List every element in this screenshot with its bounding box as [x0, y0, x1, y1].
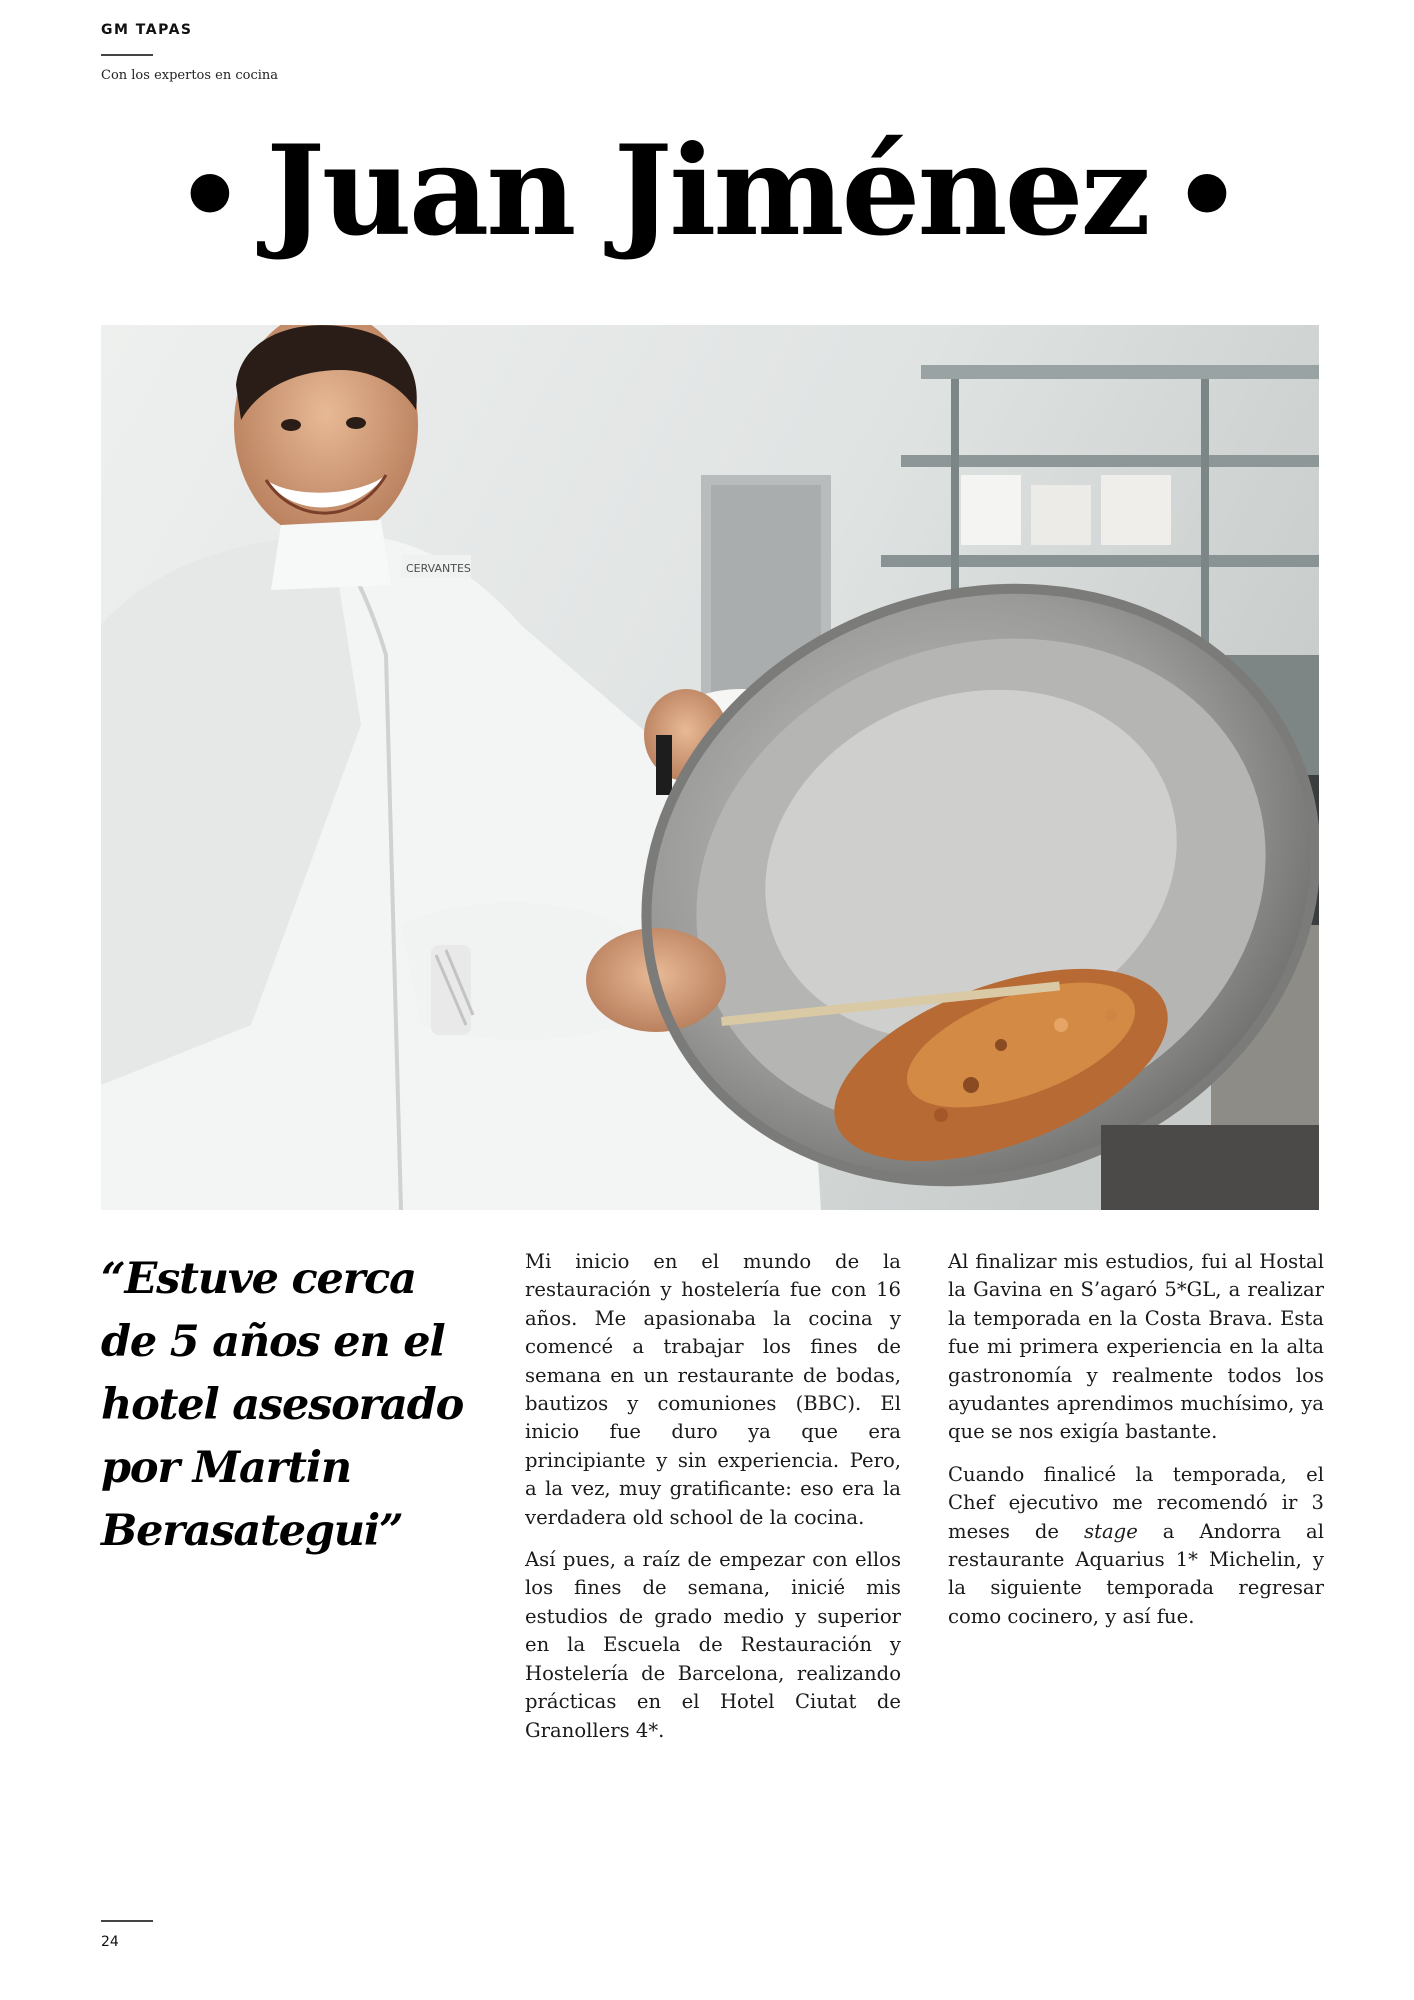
title-bullet-left: • [174, 131, 243, 260]
text-run: Cuando finalicé la temporada, el Chef ejecutivo me recomendó ir 3 meses de [948, 1462, 1324, 1543]
title-bullet-right: • [1171, 131, 1240, 260]
section-subtitle: Con los expertos en cocina [101, 68, 279, 83]
page-number: 24 [101, 1934, 119, 1950]
paragraph [948, 1461, 1324, 1631]
footer-divider [101, 1920, 153, 1922]
title-name: Juan Jiménez [266, 119, 1148, 264]
jacket-logo-text: CERVANTES [406, 562, 471, 575]
italic-term: stage [1084, 1519, 1138, 1543]
page-title [0, 119, 1414, 266]
paragraph: Al finalizar mis estudios, fui al Hostal la Gavina en S’agaró 5*GL, a realizar la temporada en la Costa Brava. Esta fue mi primera experiencia en la alta gastronomía y realmente todos los ayudantes aprendimos muchísimo, ya que se nos exigía bastante. [948, 1250, 1324, 1444]
article-column-2 [948, 1248, 1324, 1645]
paragraph: Mi inicio en el mundo de la restauración y hostelería fue con 16 años. Me apasionaba la cocina y comencé a trabajar los fines de semana en un restaurante de bodas, bautizos y comuniones (BBC). El inicio fue duro ya que era principiante y sin experiencia. Pero, a la vez, muy gratificante: eso era la verdadera old school de la cocina. [525, 1250, 901, 1529]
pull-quote: “Estuve cerca de 5 años en el hotel asesorado por Martin Berasategui” [101, 1254, 464, 1556]
section-label: GM TAPAS [101, 22, 193, 38]
article-column-1 [525, 1248, 901, 1759]
header-divider [101, 54, 153, 56]
chef-photo [101, 325, 1319, 1210]
paragraph: Así pues, a raíz de empezar con ellos los fines de semana, inicié mis estudios de grado medio y superior en la Escuela de Restauración y Hostelería de Barcelona, realizando prácticas en el Hotel Ciutat de Granollers 4*. [525, 1548, 901, 1742]
text-run: a Andorra al restaurante Aquarius 1* Michelin, y la siguiente temporada regresar como cocinero, y así fue. [948, 1519, 1324, 1628]
